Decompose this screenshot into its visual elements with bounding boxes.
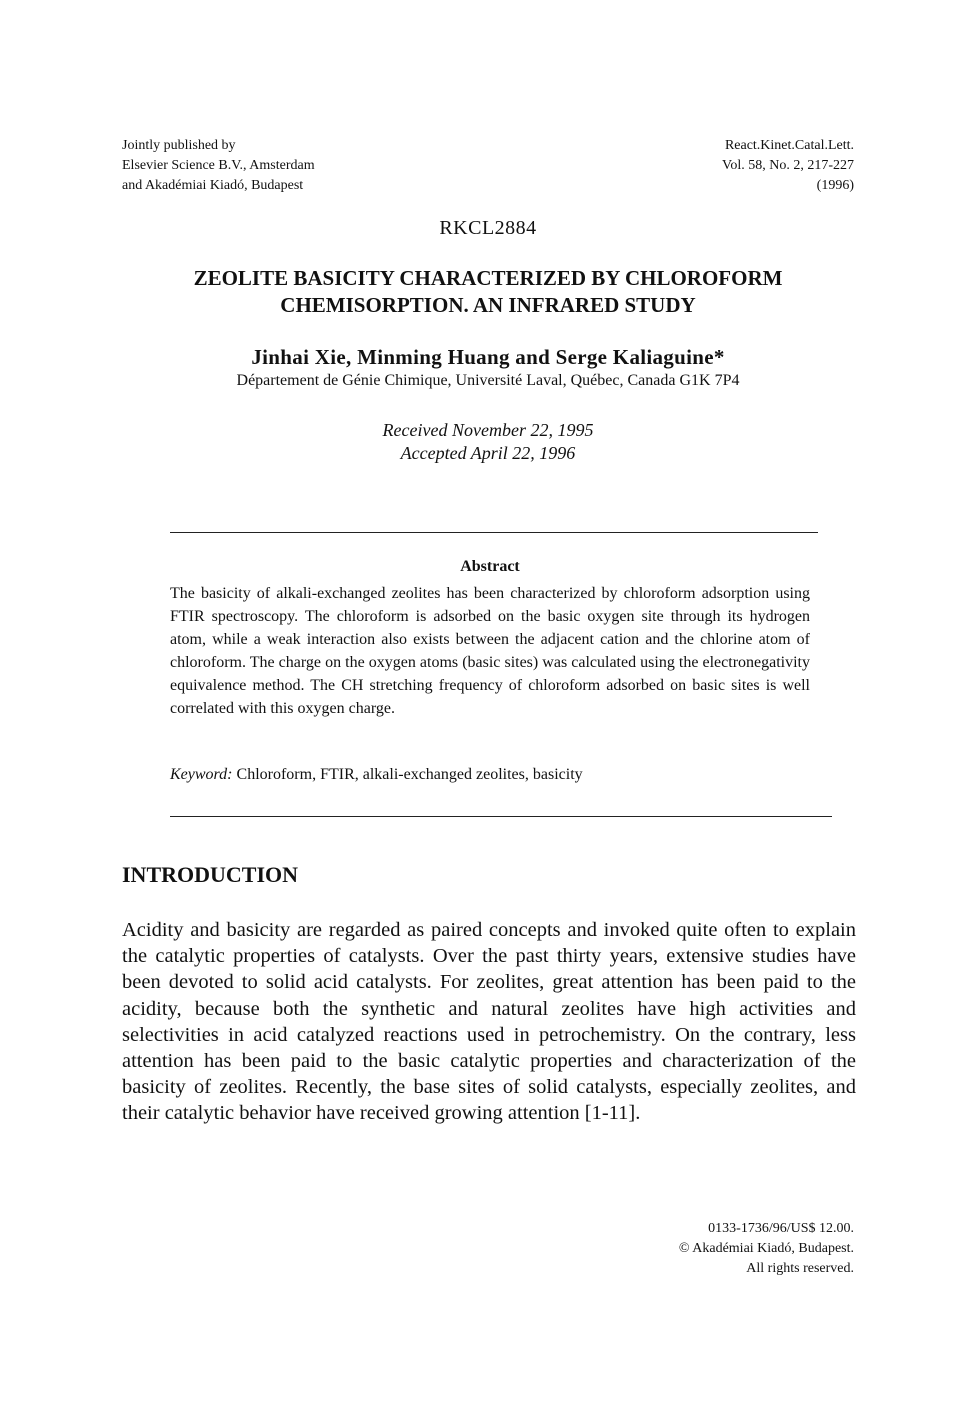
footer-line: © Akadémiai Kiadó, Budapest. [678,1241,854,1256]
abstract-bottom-rule [170,816,832,817]
footer-line: All rights reserved. [746,1261,854,1276]
introduction-heading: INTRODUCTION [122,862,299,887]
journal-line: React.Kinet.Catal.Lett. [724,138,854,153]
publisher-line: and Akadémiai Kiadó, Budapest [122,178,304,193]
keywords [170,766,810,784]
title-line-1: ZEOLITE BASICITY CHARACTERIZED BY CHLOROFORM [193,266,783,290]
abstract-text: The basicity of alkali-exchanged zeolites has been characterized by chloroform adsorption using FTIR spectroscopy. The chloroform is adsorbed on the basic oxygen site through its hydrogen atom, while a weak interaction also exists between the adjacent cation and the chlorine atom of chloroform. The charge on the oxygen atoms (basic sites) was calculated using the electronegativity equivalence method. The CH stretching frequency of chloroform adsorbed on basic sites is well correlated with this oxygen charge. [170,585,810,717]
abstract-top-rule [170,532,818,533]
journal-citation [722,136,854,196]
journal-line: Vol. 58, No. 2, 217-227 [722,158,854,173]
keywords-text: Chloroform, FTIR, alkali-exchanged zeolites, basicity [236,766,583,783]
accepted-date: Accepted April 22, 1996 [400,443,576,463]
abstract-heading: Abstract [460,558,520,575]
title-line-2: CHEMISORPTION. AN INFRARED STUDY [280,293,696,317]
manuscript-code: RKCL2884 [439,217,537,239]
publisher-info [122,136,315,196]
publisher-line: Jointly published by [122,138,236,153]
journal-line: (1996) [816,178,854,193]
publisher-line: Elsevier Science B.V., Amsterdam [122,158,315,173]
submission-dates [0,419,976,465]
authors: Jinhai Xie, Minming Huang and Serge Kaliaguine* [251,345,725,369]
footer-line: 0133-1736/96/US$ 12.00. [708,1221,854,1236]
copyright-footer [679,1219,854,1279]
keywords-label: Keyword: [170,766,233,783]
received-date: Received November 22, 1995 [382,420,594,440]
paper-title [120,265,856,319]
affiliation: Département de Génie Chimique, Université Laval, Québec, Canada G1K 7P4 [236,372,740,389]
introduction-text: Acidity and basicity are regarded as paired concepts and invoked quite often to explain the catalytic properties of catalysts. Over the past thirty years, extensive studies have been devoted to solid acid catalysts. For zeolites, great attention has been paid to the acidity, because both the synthetic and natural zeolites have high activities and selectivities in acid catalyzed reactions used in petrochemistry. On the contrary, less attention has been paid to the basic catalytic properties and characterization of the basicity of zeolites. Recently, the base sites of solid catalysts, especially zeolites, and their catalytic behavior have received growing attention [1-11]. [122,919,856,1125]
